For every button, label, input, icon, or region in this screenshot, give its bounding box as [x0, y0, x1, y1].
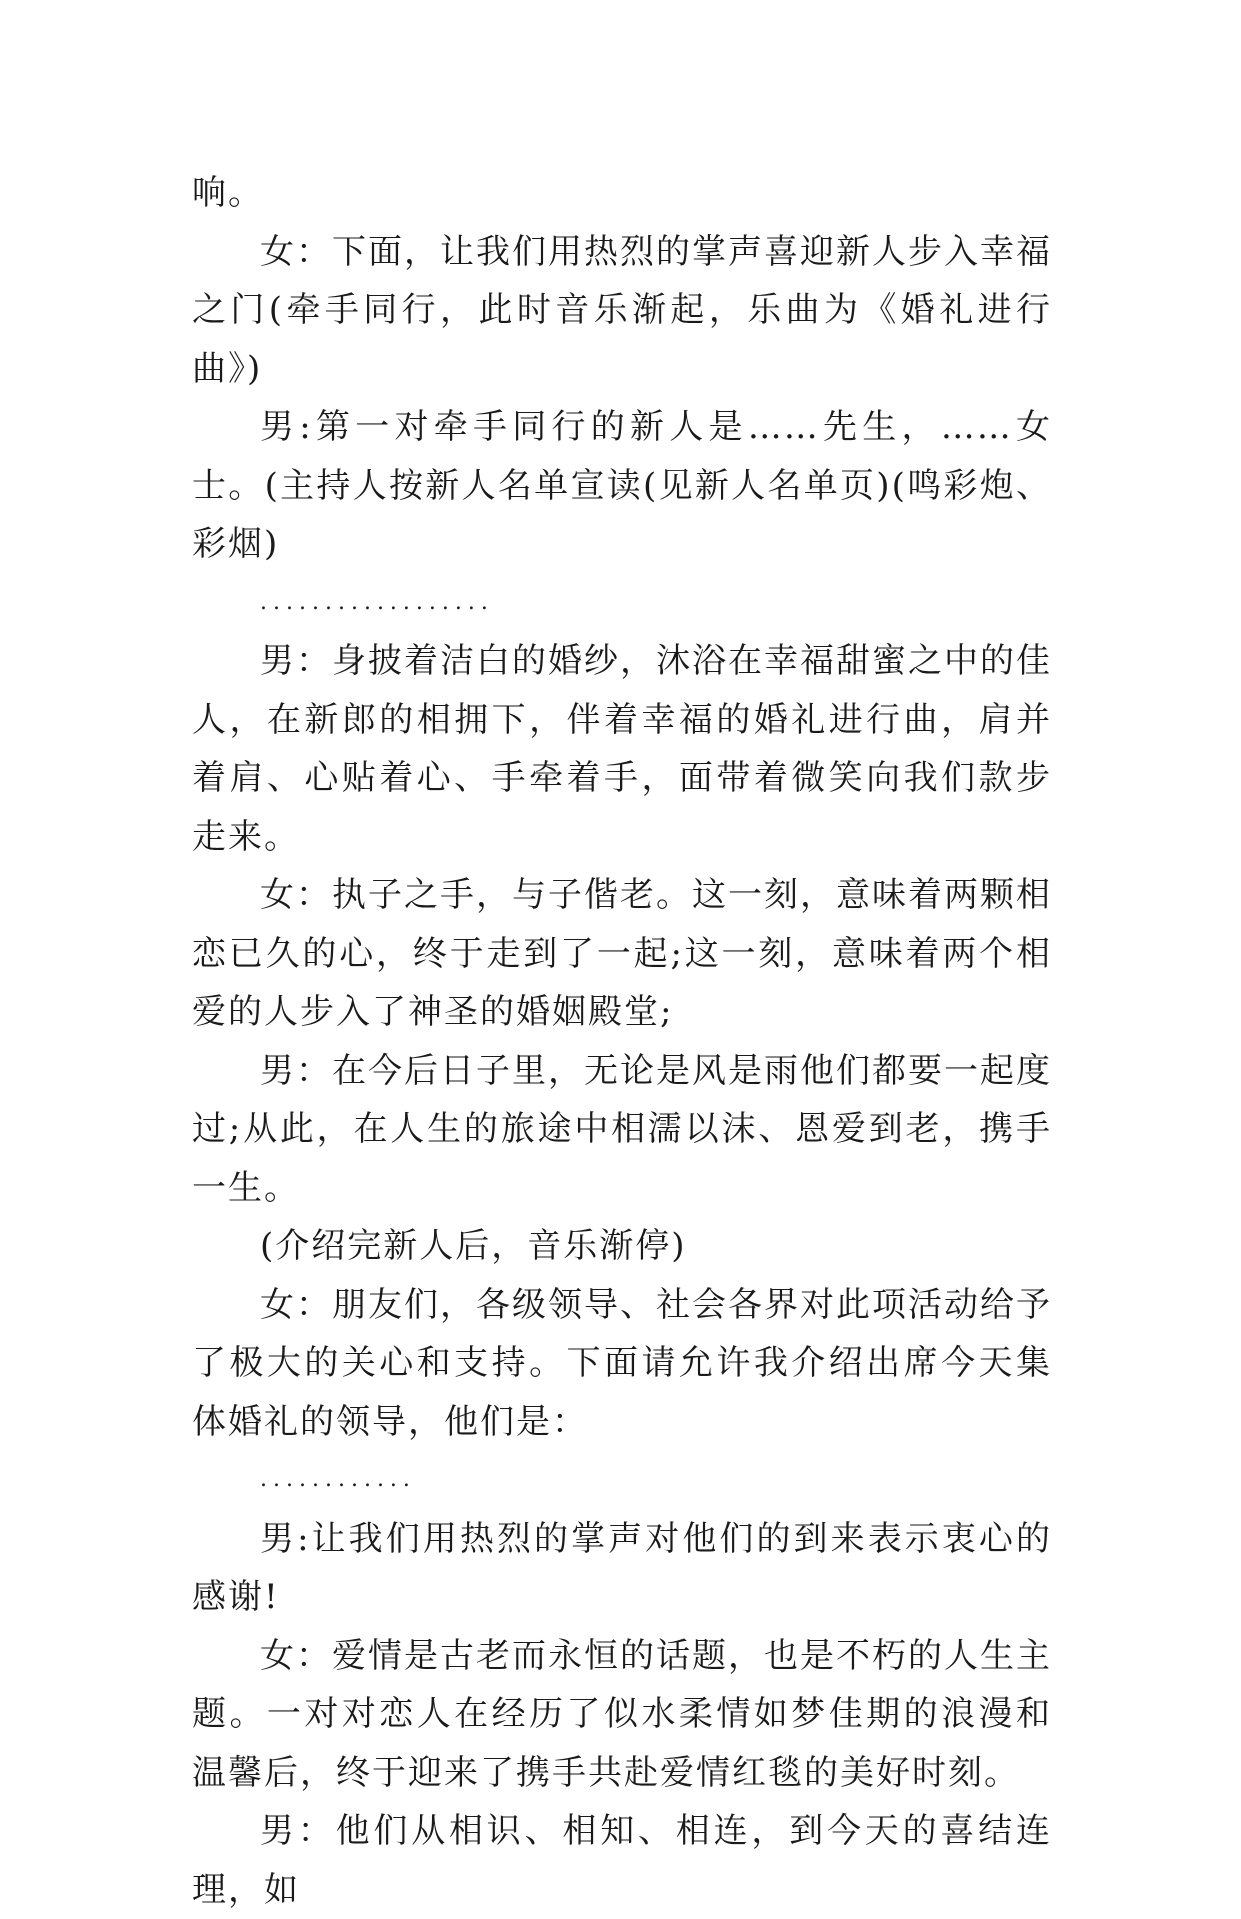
- paragraph-4: 男：身披着洁白的婚纱，沐浴在幸福甜蜜之中的佳人，在新郎的相拥下，伴着幸福的婚礼进行曲，肩并着肩、心贴着心、手牵着手，面带着微笑向我们款步走来。: [192, 641, 1052, 857]
- ellipsis-line-2: ............: [260, 1467, 416, 1492]
- ellipsis-line-1: ..................: [260, 589, 494, 615]
- paragraph-5: 女：执子之手，与子偕老。这一刻，意味着两颗相恋已久的心，终于走到了一起;这一刻，意味着两个相爱的人步入了神圣的婚姻殿堂;: [192, 875, 1052, 1032]
- paragraph-1: 响。: [192, 173, 264, 213]
- paragraph-6: 男：在今后日子里，无论是风是雨他们都要一起度过;从此，在人生的旅途中相濡以沫、恩爱到老，携手一生。: [192, 1050, 1052, 1208]
- paragraph-3: 男:第一对牵手同行的新人是……先生，……女士。(主持人按新人名单宣读(见新人名单页)(鸣彩炮、彩烟): [192, 407, 1052, 564]
- paragraph-2: 女：下面，让我们用热烈的掌声喜迎新人步入幸福之门(牵手同行，此时音乐渐起，乐曲为《婚礼进行曲》): [192, 231, 1052, 389]
- paragraph-8: 女：朋友们，各级领导、社会各界对此项活动给予了极大的关心和支持。下面请允许我介绍出席今天集体婚礼的领导，他们是：: [192, 1284, 1052, 1442]
- paragraph-7: (介绍完新人后，音乐渐停): [260, 1226, 687, 1266]
- paragraph-10: 女：爱情是古老而永恒的话题，也是不朽的人生主题。一对对恋人在经历了似水柔情如梦佳期的浪漫和温馨后，终于迎来了携手共赴爱情红毯的美好时刻。: [192, 1635, 1052, 1793]
- paragraph-9: 男:让我们用热烈的掌声对他们的到来表示衷心的感谢!: [192, 1518, 1052, 1617]
- document-body: [192, 164, 1052, 1919]
- paragraph-11: 男：他们从相识、相知、相连，到今天的喜结连理，如: [192, 1811, 1052, 1910]
